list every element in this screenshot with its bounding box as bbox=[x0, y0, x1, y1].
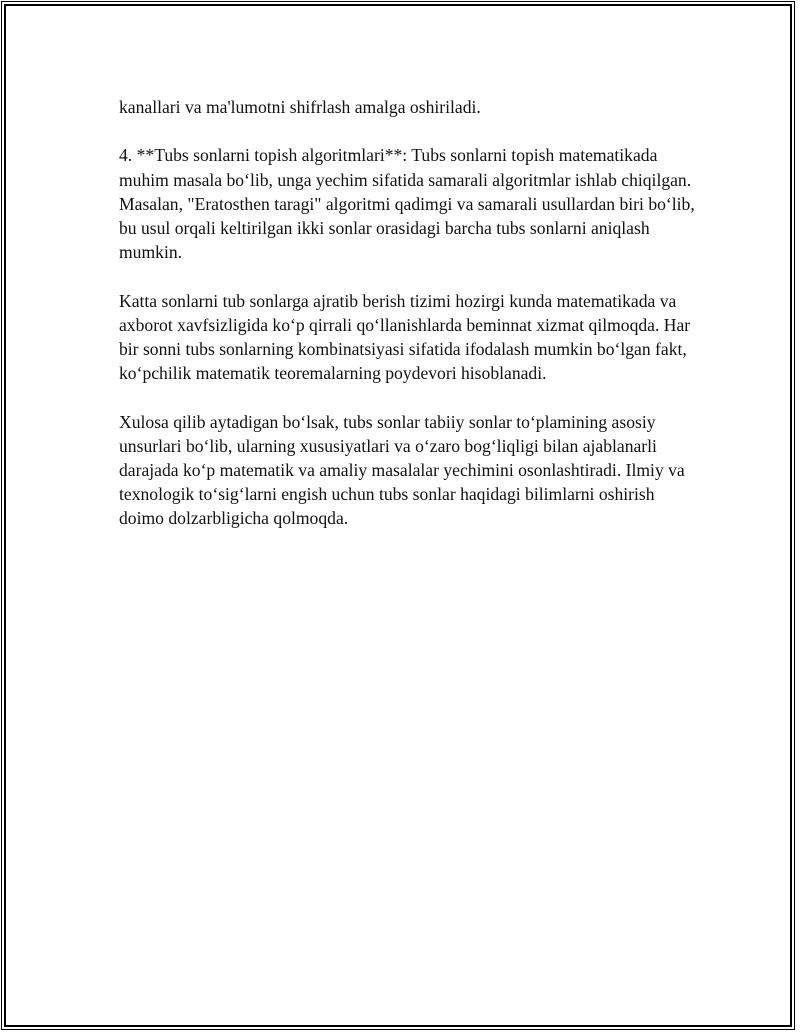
document-page bbox=[4, 4, 792, 1027]
paragraph-factorization: Katta sonlarni tub sonlarga ajratib berish tizimi hozirgi kunda matematikada va axborot xavfsizligida ko‘p qirrali qo‘llanishlarda beminnat xizmat qilmoqda. Har bir sonni tubs sonlarning kombinatsiyasi sifatida ifodalash mumkin bo‘lgan fakt, ko‘pchilik matematik teoremalarning poydevori hisoblanadi. bbox=[119, 290, 691, 384]
paragraph-conclusion: Xulosa qilib aytadigan bo‘lsak, tubs sonlar tabiiy sonlar to‘plamining asosiy unsurlari bo‘lib, ularning xususiyatlari va o‘zaro bog‘liqligi bilan ajablanarli darajada ko‘p matematik va amaliy masalalar yechimini osonlashtiradi. Ilmiy va texnologik to‘sig‘larni engish uchun tubs sonlar haqidagi bilimlarni oshirish doimo dolzarbligicha qolmoqda. bbox=[119, 411, 685, 529]
paragraph-algorithms: 4. **Tubs sonlarni topish algoritmlari**: Tubs sonlarni topish matematikada muhim masala bo‘lib, unga yechim sifatida samarali algoritmlar ishlab chiqilgan. Masalan, "Eratosthen taragi" algoritmi qadimgi va samarali usullardan biri bo‘lib, bu usul orqali keltirilgan ikki sonlar orasidagi barcha tubs sonlarni aniqlash mumkin. bbox=[119, 145, 695, 263]
paragraph-continuation: kanallari va ma'lumotni shifrlash amalga oshiriladi. bbox=[119, 97, 481, 117]
document-body bbox=[119, 95, 699, 555]
